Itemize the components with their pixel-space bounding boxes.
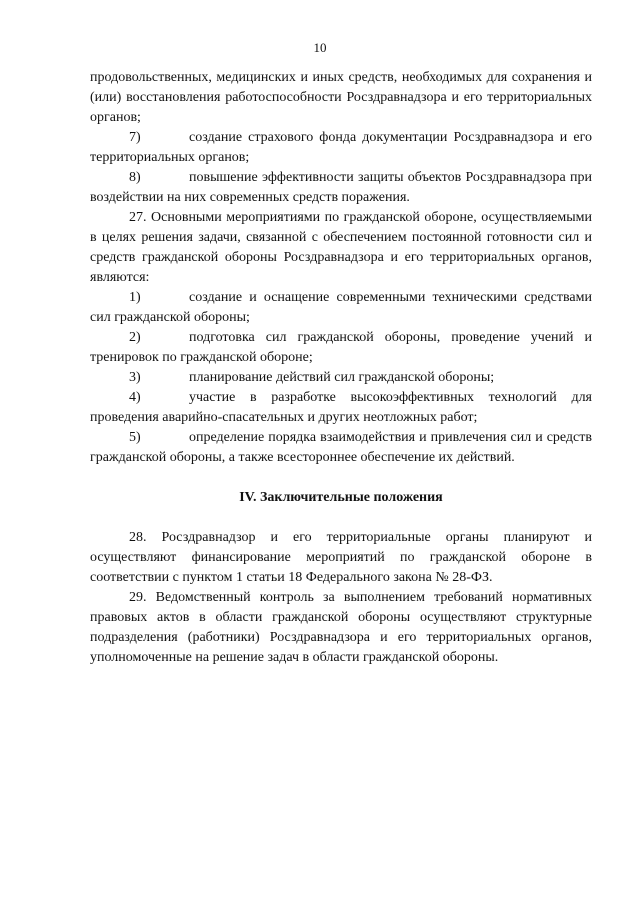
list-item-text: участие в разработке высокоэффективных технологий для проведения аварийно-спасательных и других неотложных работ; [90, 390, 592, 425]
list-item-4 [90, 388, 592, 428]
list-item-text: создание и оснащение современными техническими средствами сил гражданской обороны; [90, 290, 592, 325]
list-item-number: 8) [129, 170, 141, 185]
list-item-2 [90, 328, 592, 368]
list-item-text: подготовка сил гражданской обороны, проведение учений и тренировок по гражданской обороне; [90, 330, 592, 365]
list-item-number: 2) [129, 330, 141, 345]
paragraph-27: 27. Основными мероприятиями по гражданской обороне, осуществляемыми в целях решения задачи, связанной с обеспечением постоянной готовности сил и средств гражданской обороны Росздравнадзора и его территориальных органов, являются: [90, 210, 592, 285]
page-number: 10 [313, 40, 327, 55]
document-body [90, 68, 592, 668]
list-item-3 [90, 368, 592, 388]
list-item-text: определение порядка взаимодействия и привлечения сил и средств гражданской обороны, а также всестороннее обеспечение их действий. [90, 430, 592, 465]
list-item-text: планирование действий сил гражданской обороны; [189, 370, 495, 385]
list-item-8 [90, 168, 592, 208]
paragraph-28: 28. Росздравнадзор и его территориальные органы планируют и осуществляют финансирование мероприятий по гражданской обороне в соответствии с пунктом 1 статьи 18 Федерального закона № 28-ФЗ. [90, 530, 592, 585]
list-item-5 [90, 428, 592, 468]
list-item-number: 4) [129, 390, 141, 405]
section-heading: IV. Заключительные положения [239, 490, 443, 505]
list-item-number: 3) [129, 370, 141, 385]
list-item-1 [90, 288, 592, 328]
intro-continuation: продовольственных, медицинских и иных средств, необходимых для сохранения и (или) восстановления работоспособности Росздравнадзора и его территориальных органов; [90, 70, 592, 125]
list-item-text: создание страхового фонда документации Росздравнадзора и его территориальных органов; [90, 130, 592, 165]
list-item-number: 1) [129, 290, 141, 305]
list-item-7 [90, 128, 592, 168]
list-item-number: 5) [129, 430, 141, 445]
list-item-text: повышение эффективности защиты объектов Росздравнадзора при воздействии на них современных средств поражения. [90, 170, 592, 205]
list-item-number: 7) [129, 130, 141, 145]
paragraph-29: 29. Ведомственный контроль за выполнением требований нормативных правовых актов в области гражданской обороны осуществляют структурные подразделения (работники) Росздравнадзора и его территориальных органов, уполномоченные на решение задач в области гражданской обороны. [90, 590, 592, 665]
